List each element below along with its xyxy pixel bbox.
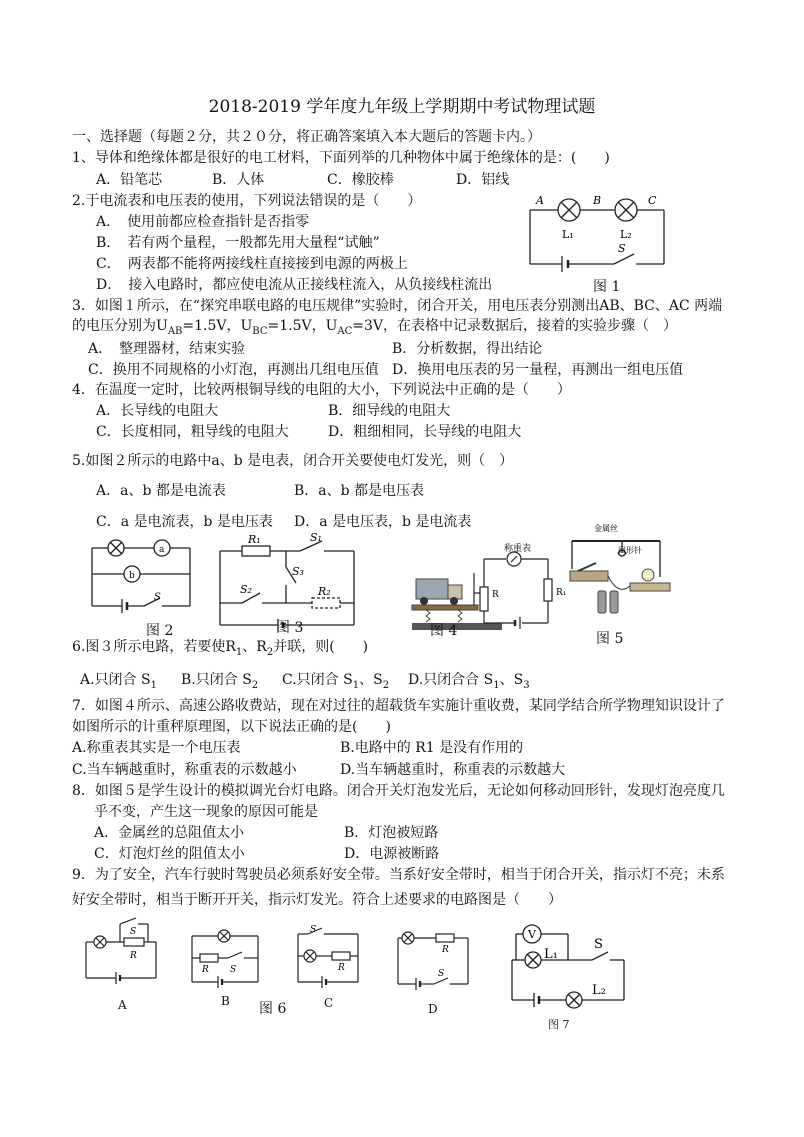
fig3-label-s3: S₃ (292, 565, 304, 578)
q3-option-c[interactable]: C．换用不同规格的小灯泡，再测出几组电压值 (88, 362, 379, 378)
figure-1 (522, 192, 672, 274)
q4-option-c[interactable]: C．长度相同，粗导线的电阻大 (96, 424, 289, 440)
fig6c-label-r: R (338, 963, 345, 973)
fig4-truck-cab (448, 585, 462, 599)
figure-7 (508, 918, 638, 1010)
fig2-label-s: S (154, 592, 161, 603)
fig1-label-l1: L₁ (562, 228, 574, 241)
q7-stem-line2: 如图所示的计重秤原理图，以下说法正确的是( ) (72, 719, 391, 735)
q2-option-c[interactable]: C． 两表都不能将两接线柱直接接到电源的两极上 (96, 256, 408, 272)
fig4-label-r: R (492, 590, 499, 600)
q8-stem-line2: 乎不变，产生这一现象的原因可能是 (94, 804, 318, 820)
fig2-meter-b: b (129, 571, 135, 581)
fig5-bulb (642, 569, 654, 581)
figure-6-option-c[interactable] (294, 924, 364, 988)
fig1-label-l2: L₂ (620, 228, 632, 241)
fig6d-label-r: R (442, 945, 449, 955)
q8-option-a[interactable]: A．金属丝的总阻值太小 (94, 825, 245, 841)
q1-option-a[interactable]: A．铅笔芯 (96, 172, 163, 188)
fig6a-label-s: S (130, 927, 137, 937)
q7-stem-line1: 7．如图４所示、高速公路收费站，现在对过往的超载货车实施计重收费，某同学结合所学物理知识设计了 (72, 698, 725, 714)
fig7-label-l2: L₂ (592, 983, 606, 998)
fig1-label-a: A (536, 194, 544, 207)
q7-option-d[interactable]: D.当车辆越重时，称重表的示数越大 (340, 762, 566, 778)
figure-5-caption: 图 5 (596, 631, 624, 647)
fig3-label-r2: R₂ (318, 585, 331, 598)
q3-stem-line1: 3．如图１所示，在“探究串联电路的电压规律”实验时，闭合开关，用电压表分别测出AB、BC、AC 两端 (72, 298, 723, 314)
figure-6-option-d[interactable] (394, 926, 474, 992)
q6-stem: 6.图３所示电路，若要使$R_1$、$R_2$并联，则( ) (72, 639, 369, 658)
q5-stem: 5.如图２所示的电路中a、b 是电表，闭合开关要使电灯发光，则（ ） (72, 453, 514, 469)
q9-stem-line2: 好安全带时，相当于断开开关，指示灯发光。符合上述要求的电路图是（ ） (72, 892, 562, 908)
q1-option-c[interactable]: C．橡胶棒 (327, 172, 394, 188)
q4-option-d[interactable]: D．粗细相同，长导线的电阻大 (328, 424, 522, 440)
figure-6-label-c: C (324, 996, 334, 1010)
q7-option-c[interactable]: C.当车辆越重时，称重表的示数越小 (72, 762, 297, 778)
q3-stem-line2: 的电压分别为$U_{AB}=1.5V$，$U_{BC}=1.5V$，$U_{AC}=3V$，在表格中记录数据后，接着的实验步骤（ ） (72, 318, 678, 337)
figure-4 (408, 543, 570, 631)
q9-stem-line1: 9．为了安全，汽车行驶时驾驶员必须系好安全带。当系好安全带时，相当于闭合开关，指示灯不亮；未系 (72, 867, 725, 883)
fig4-label-scale: 称重表 (504, 544, 532, 554)
page-title: 2018-2019 学年度九年级上学期期中考试物理试题 (208, 97, 596, 117)
q2-stem: 2.于电流表和电压表的使用，下列说法错误的是（ ） (72, 193, 422, 209)
figure-6-label-a: A (118, 998, 127, 1012)
fig4-truck-body (416, 579, 448, 599)
q5-option-c[interactable]: C．a 是电流表，b 是电压表 (96, 514, 273, 530)
fig1-label-b: B (593, 194, 602, 207)
q5-option-b[interactable]: B．a、b 都是电压表 (294, 483, 425, 499)
fig5-battery-1 (598, 591, 606, 613)
section-heading: 一、选择题（每题２分，共２０分，将正确答案填入本大题后的答题卡内。） (72, 129, 541, 145)
figure-6-label-d: D (428, 1002, 438, 1016)
figure-7-caption: 图 7 (548, 1018, 570, 1031)
fig5-label-wire: 金属丝 (594, 524, 618, 533)
q8-option-b[interactable]: B．灯泡被短路 (344, 825, 439, 841)
figure-1-caption: 图 1 (593, 279, 621, 295)
q3-option-a[interactable]: A． 整理器材，结束实验 (88, 341, 246, 357)
figure-2 (86, 534, 198, 614)
q8-option-d[interactable]: D．电源被断路 (344, 846, 440, 862)
fig7-label-s: S (594, 937, 603, 952)
fig5-battery-2 (610, 591, 618, 613)
fig5-label-clip: 回形针 (618, 546, 642, 555)
q1-option-b[interactable]: B．人体 (212, 172, 265, 188)
q6-option-b[interactable]: B.只闭合 $S_2$ (181, 672, 259, 691)
q8-stem-line1: 8．如图５是学生设计的模拟调光台灯电路。闭合开关灯泡发光后，无论如何移动回形针，发现灯泡亮度几 (72, 783, 725, 799)
q4-option-a[interactable]: A．长导线的电阻大 (96, 403, 219, 419)
fig5-lamp-base (630, 583, 670, 591)
fig6d-label-s: S (438, 969, 445, 979)
figure-3-caption: 图 3 (276, 620, 304, 636)
q4-option-b[interactable]: B．细导线的电阻大 (328, 403, 451, 419)
q2-option-a[interactable]: A． 使用前都应检查指针是否指零 (96, 214, 310, 230)
fig3-label-s1: S₁ (310, 531, 322, 544)
figure-2-caption: 图 2 (146, 623, 174, 639)
fig6b-label-r: R (202, 965, 209, 975)
fig1-label-c: C (648, 194, 657, 207)
q5-option-a[interactable]: A．a、b 都是电流表 (96, 483, 226, 499)
figure-6-label-b: B (221, 994, 230, 1008)
figure-4-caption: 图 4 (430, 623, 458, 639)
q7-option-a[interactable]: A.称重表其实是一个电压表 (72, 740, 241, 756)
fig3-label-r1: R₁ (248, 533, 261, 546)
fig4-label-r1: R₁ (556, 588, 567, 598)
q2-option-d[interactable]: D． 接入电路时，都应使电流从正接线柱流入，从负接线柱流出 (96, 277, 493, 293)
q1-stem: 1、导体和绝缘体都是很好的电工材料，下面列举的几种物体中属于绝缘体的是：( ) (72, 150, 610, 166)
q6-option-a[interactable]: A.只闭合 $S_1$ (80, 672, 157, 691)
figure-6-caption: 图 6 (259, 1001, 287, 1017)
q4-stem: 4．在温度一定时，比较两根铜导线的电阻的大小，下列说法中正确的是（ ） (72, 382, 571, 398)
q2-option-b[interactable]: B． 若有两个量程，一般都先用大量程“试触” (96, 235, 380, 251)
fig7-label-v: V (528, 928, 536, 941)
fig3-label-s2: S₂ (240, 583, 252, 596)
fig2-meter-a: a (159, 545, 165, 555)
q6-option-c[interactable]: C.只闭合 $S_1$、$S_2$ (282, 672, 390, 691)
q5-option-d[interactable]: D．a 是电压表，b 是电流表 (294, 514, 472, 530)
figure-3 (212, 531, 362, 631)
fig6c-label-s: S (310, 925, 317, 935)
q3-option-b[interactable]: B．分析数据，得出结论 (392, 341, 543, 357)
fig6b-label-s: S (230, 965, 237, 975)
figure-5 (562, 519, 674, 621)
q1-option-d[interactable]: D．铝线 (456, 172, 510, 188)
figure-6-option-b[interactable] (188, 926, 264, 988)
fig6a-label-r: R (130, 951, 137, 961)
fig7-label-l1: L₁ (544, 947, 558, 962)
q7-option-b[interactable]: B.电路中的 R1 是没有作用的 (340, 740, 524, 756)
q8-option-c[interactable]: C．灯泡灯丝的阻值太小 (94, 846, 245, 862)
q3-option-d[interactable]: D．换用电压表的另一量程，再测出一组电压值 (392, 362, 684, 378)
fig1-label-s: S (618, 242, 626, 255)
fig5-switch-base (570, 571, 608, 581)
figure-6-option-a[interactable] (80, 916, 164, 986)
q6-option-d[interactable]: D.只闭合合 $S_1$、$S_3$ (408, 672, 530, 691)
